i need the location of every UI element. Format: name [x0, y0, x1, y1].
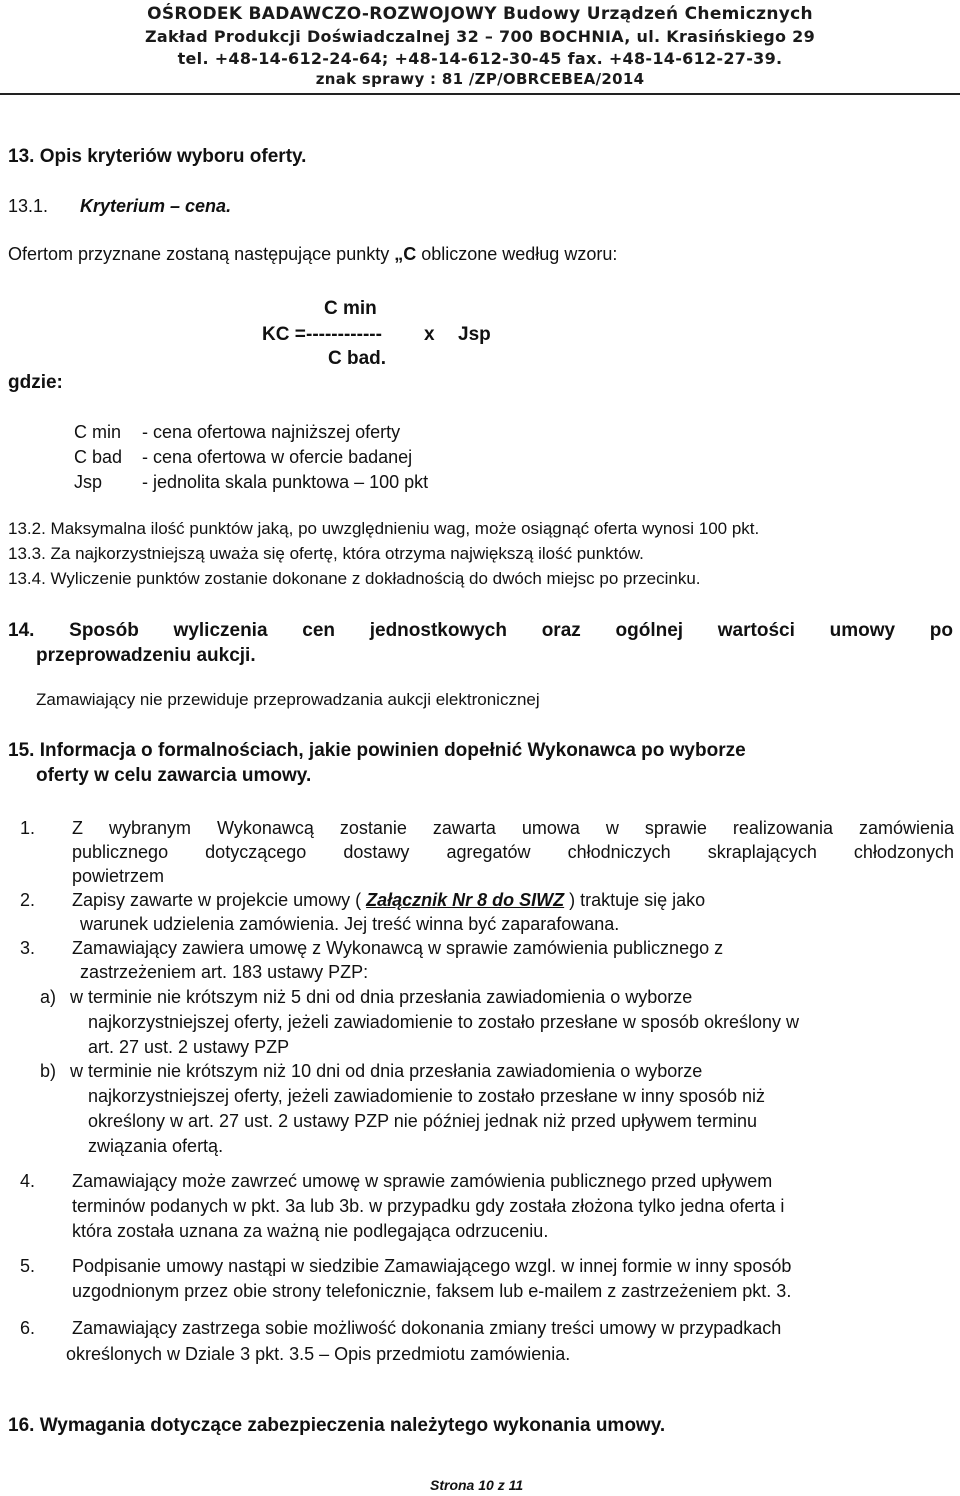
list-item-4-text: która została uznana za ważną nie podlegająca odrzuceniu. [72, 1221, 549, 1241]
definition-desc: - cena ofertowa w ofercie badanej [142, 447, 413, 467]
formula-multiply: x [424, 324, 435, 345]
list-item-1-text: Z wybranym Wykonawcą zostanie zawarta umowa w sprawie realizowania zamówienia [72, 818, 954, 838]
section-16-title: 16. Wymagania dotyczące zabezpieczenia należytego wykonania umowy. [8, 1415, 666, 1436]
section-13-3: 13.3. Za najkorzystniejszą uważa się ofertę, która otrzyma największą ilość punktów. [8, 544, 644, 563]
header-contact: tel. +48-14-612-24-64; +48-14-612-30-45 fax. +48-14-612-27-39. [177, 49, 783, 68]
definition-desc: - cena ofertowa najniższej oferty [142, 422, 401, 442]
section-13-title: 13. Opis kryteriów wyboru oferty. [8, 146, 307, 167]
list-item-3-number: 3. [20, 938, 36, 958]
definition-term: C min [74, 422, 122, 442]
list-item-4-text: Zamawiający może zawrzeć umowę w sprawie zamówienia publicznego przed upływem [72, 1171, 773, 1191]
list-item-3-text: zastrzeżeniem art. 183 ustawy PZP: [80, 962, 369, 982]
list-item-1-number: 1. [20, 818, 36, 838]
list-item-4-number: 4. [20, 1171, 36, 1191]
formula-intro-text-end: obliczone według wzoru: [416, 244, 618, 264]
section-13-1-title: Kryterium – cena. [80, 196, 232, 216]
list-item-3-text: Zamawiający zawiera umowę z Wykonawcą w sprawie zamówienia publicznego z [72, 938, 724, 958]
list-item-5-text: uzgodnionym przez obie strony telefonicznie, faksem lub e-mailem z zastrzeżeniem pkt. 3. [72, 1281, 792, 1301]
header-case-number: znak sprawy : 81 /ZP/OBRCEBEA/2014 [315, 70, 645, 88]
sub-item-b-text: najkorzystniejszej oferty, jeżeli zawiadomienie to zostało przesłane w inny sposób niż [88, 1086, 765, 1106]
list-item-2-number: 2. [20, 890, 36, 910]
formula-lhs: KC = [262, 324, 306, 345]
list-item-2-text-end: ) traktuje się jako [564, 890, 706, 910]
section-15-title-cont: oferty w celu zawarcia umowy. [36, 765, 312, 786]
formula-intro-text: Ofertom przyznane zostaną następujące punkty [8, 244, 395, 264]
section-15-title: 15. Informacja o formalnościach, jakie powinien dopełnić Wykonawca po wyborze [8, 740, 746, 761]
section-13-4: 13.4. Wyliczenie punktów zostanie dokonane z dokładnością do dwóch miejsc po przecinku. [8, 569, 701, 588]
definition-desc: - jednolita skala punktowa – 100 pkt [142, 472, 429, 492]
formula-jsp: Jsp [458, 324, 491, 345]
list-item-5-text: Podpisanie umowy nastąpi w siedzibie Zamawiającego wzgl. w innej formie w inny sposób [72, 1256, 792, 1276]
header-institution: OŚRODEK BADAWCZO-ROZWOJOWY Budowy Urządzeń Chemicznych [147, 4, 813, 24]
list-item-6-text: Zamawiający zastrzega sobie możliwość dokonania zmiany treści umowy w przypadkach [72, 1318, 782, 1338]
page-number: Strona 10 z 11 [430, 1477, 524, 1493]
definition-term: C bad [74, 447, 123, 467]
header-department: Zakład Produkcji Doświadczalnej 32 – 700 BOCHNIA, ul. Krasińskiego 29 [144, 27, 816, 46]
list-item-2-text: warunek udzielenia zamówienia. Jej treść winna być zaparafowana. [80, 914, 620, 934]
gdzie-label: gdzie: [8, 372, 63, 393]
sub-item-b-text: w terminie nie krótszym niż 10 dni od dnia przesłania zawiadomienia o wyborze [70, 1061, 703, 1081]
section-14-text: Zamawiający nie przewiduje przeprowadzania aukcji elektronicznej [36, 690, 540, 709]
sub-item-a-text: najkorzystniejszej oferty, jeżeli zawiadomienie to zostało przesłane w sposób określony w [88, 1012, 799, 1032]
sub-item-b-text: związania ofertą. [88, 1136, 224, 1156]
formula-fraction-bar: ------------ [306, 324, 382, 345]
formula-numerator: C min [324, 298, 377, 319]
definition-term: Jsp [74, 472, 103, 492]
formula-intro-c: „C [394, 244, 417, 264]
list-item-1-text: powietrzem [72, 866, 165, 886]
list-item-2-text [72, 890, 705, 911]
header-divider [0, 93, 960, 95]
attachment-reference: Załącznik Nr 8 do SIWZ [366, 890, 565, 910]
list-item-5-number: 5. [20, 1256, 36, 1276]
formula-intro [8, 244, 617, 265]
sub-item-b-text: określony w art. 27 ust. 2 ustawy PZP nie później jednak niż przed upływem terminu [88, 1111, 757, 1131]
list-item-6-text: określonych w Dziale 3 pkt. 3.5 – Opis przedmiotu zamówienia. [66, 1344, 571, 1364]
section-13-1-number: 13.1. [8, 196, 49, 216]
list-item-6-number: 6. [20, 1318, 36, 1338]
sub-item-b-label: b) [40, 1061, 57, 1081]
formula-denominator: C bad. [328, 348, 387, 369]
section-13-2: 13.2. Maksymalna ilość punktów jaką, po uwzględnieniu wag, może osiągnąć oferta wynosi 100 pkt. [8, 519, 760, 538]
section-14-title-cont: przeprowadzeniu aukcji. [36, 645, 256, 666]
list-item-2-text-start: Zapisy zawarte w projekcie umowy ( [72, 890, 367, 910]
list-item-4-text: terminów podanych w pkt. 3a lub 3b. w przypadku gdy została złożona tylko jedna oferta i [72, 1196, 785, 1216]
sub-item-a-text: w terminie nie krótszym niż 5 dni od dnia przesłania zawiadomienia o wyborze [70, 987, 693, 1007]
list-item-1-text: publicznego dotyczącego dostawy agregatów chłodniczych skraplających chłodzonych [72, 842, 954, 862]
sub-item-a-text: art. 27 ust. 2 ustawy PZP [88, 1037, 290, 1057]
section-14-title: 14. Sposób wyliczenia cen jednostkowych oraz ogólnej wartości umowy po [8, 620, 953, 641]
sub-item-a-label: a) [40, 987, 57, 1007]
